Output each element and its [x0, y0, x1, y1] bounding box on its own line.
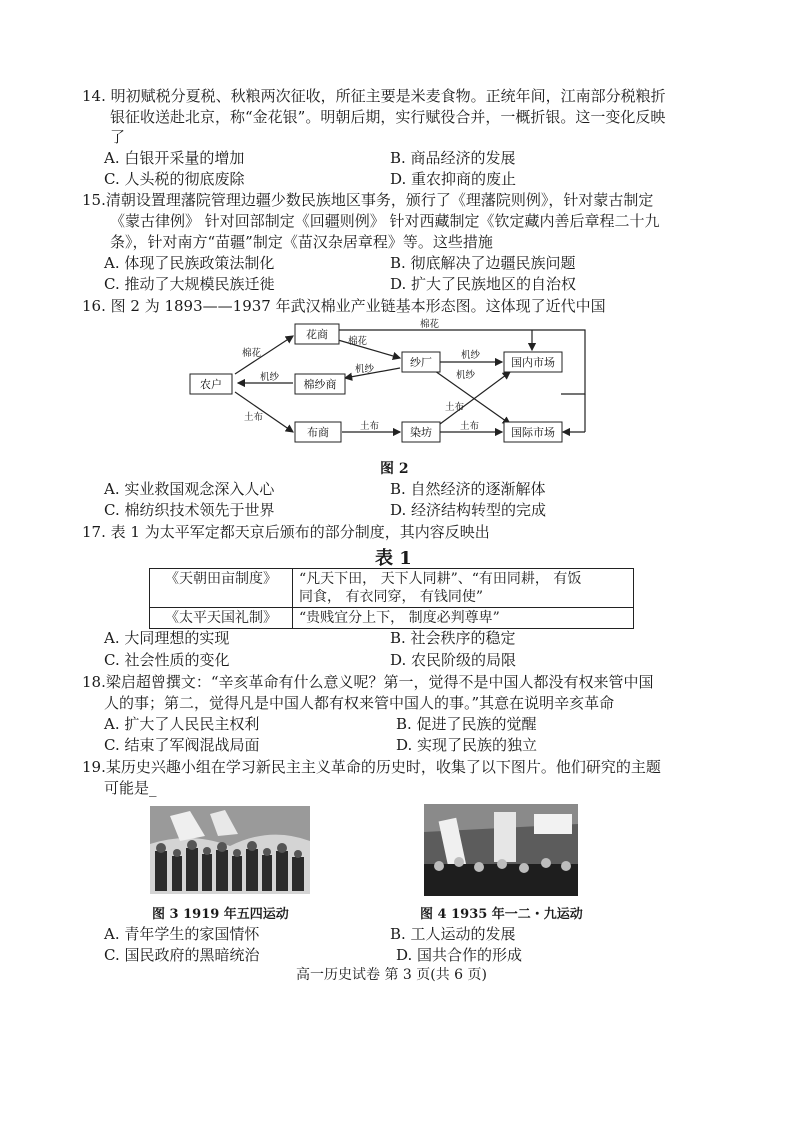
- may-fourth-photo-art: [150, 806, 310, 894]
- node-yarn-merchant: 棉纱商: [303, 378, 337, 391]
- node-cloth-merchant: 布商: [307, 426, 329, 439]
- q19-option-c: C. 国民政府的黑暗统治: [104, 946, 260, 964]
- table-cell-content: [293, 608, 634, 629]
- q18-option-b: B. 促进了民族的觉醒: [396, 715, 537, 733]
- q16-stem: 16. 图 2 为 1893——1937 年武汉棉业产业链基本形态图。这体现了近代中国: [82, 297, 606, 315]
- q18-option-c: C. 结束了军阀混战局面: [104, 736, 260, 754]
- node-mill: 纱厂: [410, 356, 432, 369]
- table-cell-content-line2: 同食， 有衣同穿， 有钱同使”: [299, 589, 484, 605]
- q19-option-d: D. 国共合作的形成: [396, 946, 523, 964]
- q14-option-c: C. 人头税的彻底废除: [104, 170, 245, 188]
- q14-stem-line3: 了: [110, 128, 126, 146]
- q15-option-b: B. 彻底解决了边疆民族问题: [390, 254, 576, 272]
- figure-3-caption: 图 3 1919 年五四运动: [152, 907, 289, 922]
- q15-stem-line2: 《蒙古律例》 针对回部制定《回疆则例》 针对西藏制定《钦定藏内善后章程二十九: [110, 212, 660, 230]
- table-row: [150, 569, 634, 608]
- q15-option-d: D. 扩大了民族地区的自治权: [390, 275, 577, 293]
- node-intl-market: 国际市场: [511, 426, 555, 439]
- edge-label-yarn-3: 机纱: [461, 350, 481, 361]
- table-cell-name: 《太平天国礼制》: [150, 608, 293, 629]
- q18-option-a: A. 扩大了人民民主权利: [104, 715, 260, 733]
- q15-option-a: A. 体现了民族政策法制化: [104, 254, 275, 272]
- edge-label-cloth-4: 土布: [460, 421, 480, 432]
- q14-option-d: D. 重农抑商的废止: [390, 170, 517, 188]
- edge-label-cotton-2: 棉花: [348, 336, 368, 347]
- q18-stem-line1: 18.梁启超曾撰文：“辛亥革命有什么意义呢？第一，觉得不是中国人都没有权来管中国: [82, 673, 654, 691]
- page-footer: 高一历史试卷 第 3 页(共 6 页): [296, 967, 487, 983]
- edge-label-cotton-3: 棉花: [420, 319, 440, 330]
- edge-label-cloth-3: 土布: [445, 402, 465, 413]
- q14-stem-line2: 银征收送赴北京，称“金花银”。明朝后期，实行赋役合并，一概折银。这一变化反映: [110, 108, 666, 126]
- table-row: [150, 608, 634, 629]
- edge-label-yarn-4: 机纱: [456, 370, 476, 381]
- node-cotton-merchant: 花商: [306, 328, 328, 341]
- december-ninth-photo: [424, 804, 578, 896]
- table-cell-content-line1: “凡天下田， 天下人同耕”、“有田同耕， 有饭: [299, 571, 582, 587]
- q16-option-d: D. 经济结构转型的完成: [390, 501, 547, 519]
- edge-label-yarn-1: 机纱: [260, 372, 280, 383]
- edge-label-cloth-1: 土布: [244, 412, 264, 423]
- q17-option-a: A. 大同理想的实现: [104, 629, 230, 647]
- q17-stem: 17. 表 1 为太平军定都天京后颁布的部分制度，其内容反映出: [82, 523, 490, 541]
- cotton-industry-diagram: [180, 316, 600, 452]
- edge-label-cotton-1: 棉花: [242, 348, 262, 359]
- q14-option-a: A. 白银开采量的增加: [104, 149, 245, 167]
- table-1: [149, 568, 634, 629]
- node-farmer: 农户: [200, 378, 222, 391]
- q18-option-d: D. 实现了民族的独立: [396, 736, 538, 754]
- node-dye: 染坊: [410, 426, 432, 439]
- q19-stem-line2: 可能是_: [104, 779, 157, 797]
- node-domestic-market: 国内市场: [511, 356, 555, 369]
- may-fourth-photo: [150, 806, 310, 894]
- figure-2-caption: 图 2: [380, 461, 409, 477]
- q14-stem-line1: 14. 明初赋税分夏税、秋粮两次征收，所征主要是米麦食物。正统年间，江南部分税粮折: [82, 87, 666, 105]
- q15-stem-line1: 15.清朝设置理藩院管理边疆少数民族地区事务，颁行了《理藩院则例》，针对蒙古制定: [82, 191, 654, 209]
- q16-option-a: A. 实业救国观念深入人心: [104, 480, 275, 498]
- q19-stem-line1: 19.某历史兴趣小组在学习新民主主义革命的历史时，收集了以下图片。他们研究的主题: [82, 758, 661, 776]
- q19-option-a: A. 青年学生的家国情怀: [104, 925, 260, 943]
- table-cell-content: [293, 569, 634, 608]
- q14-option-b: B. 商品经济的发展: [390, 149, 516, 167]
- q15-stem-line3: 条》，针对南方“苗疆”制定《苗汉杂居章程》等。这些措施: [110, 233, 493, 251]
- december-ninth-photo-art: [424, 804, 578, 896]
- table-1-title: 表 1: [375, 548, 412, 569]
- q19-option-b: B. 工人运动的发展: [390, 925, 516, 943]
- edge-label-yarn-2: 机纱: [355, 364, 375, 375]
- q18-stem-line2: 人的事；第二，觉得凡是中国人都有权来管中国人的事。”其意在说明辛亥革命: [104, 694, 615, 712]
- edge-label-cloth-2: 土布: [360, 421, 380, 432]
- q16-option-b: B. 自然经济的逐渐解体: [390, 480, 546, 498]
- q17-option-c: C. 社会性质的变化: [104, 651, 230, 669]
- figure-4-caption: 图 4 1935 年一二・九运动: [420, 907, 583, 922]
- q17-option-d: D. 农民阶级的局限: [390, 651, 517, 669]
- table-cell-name: 《天朝田亩制度》: [150, 569, 293, 608]
- q16-option-c: C. 棉纺织技术领先于世界: [104, 501, 275, 519]
- table-cell-content-line1: “贵贱宜分上下， 制度必判尊卑”: [299, 610, 500, 626]
- q17-option-b: B. 社会秩序的稳定: [390, 629, 516, 647]
- q15-option-c: C. 推动了大规模民族迁徙: [104, 275, 275, 293]
